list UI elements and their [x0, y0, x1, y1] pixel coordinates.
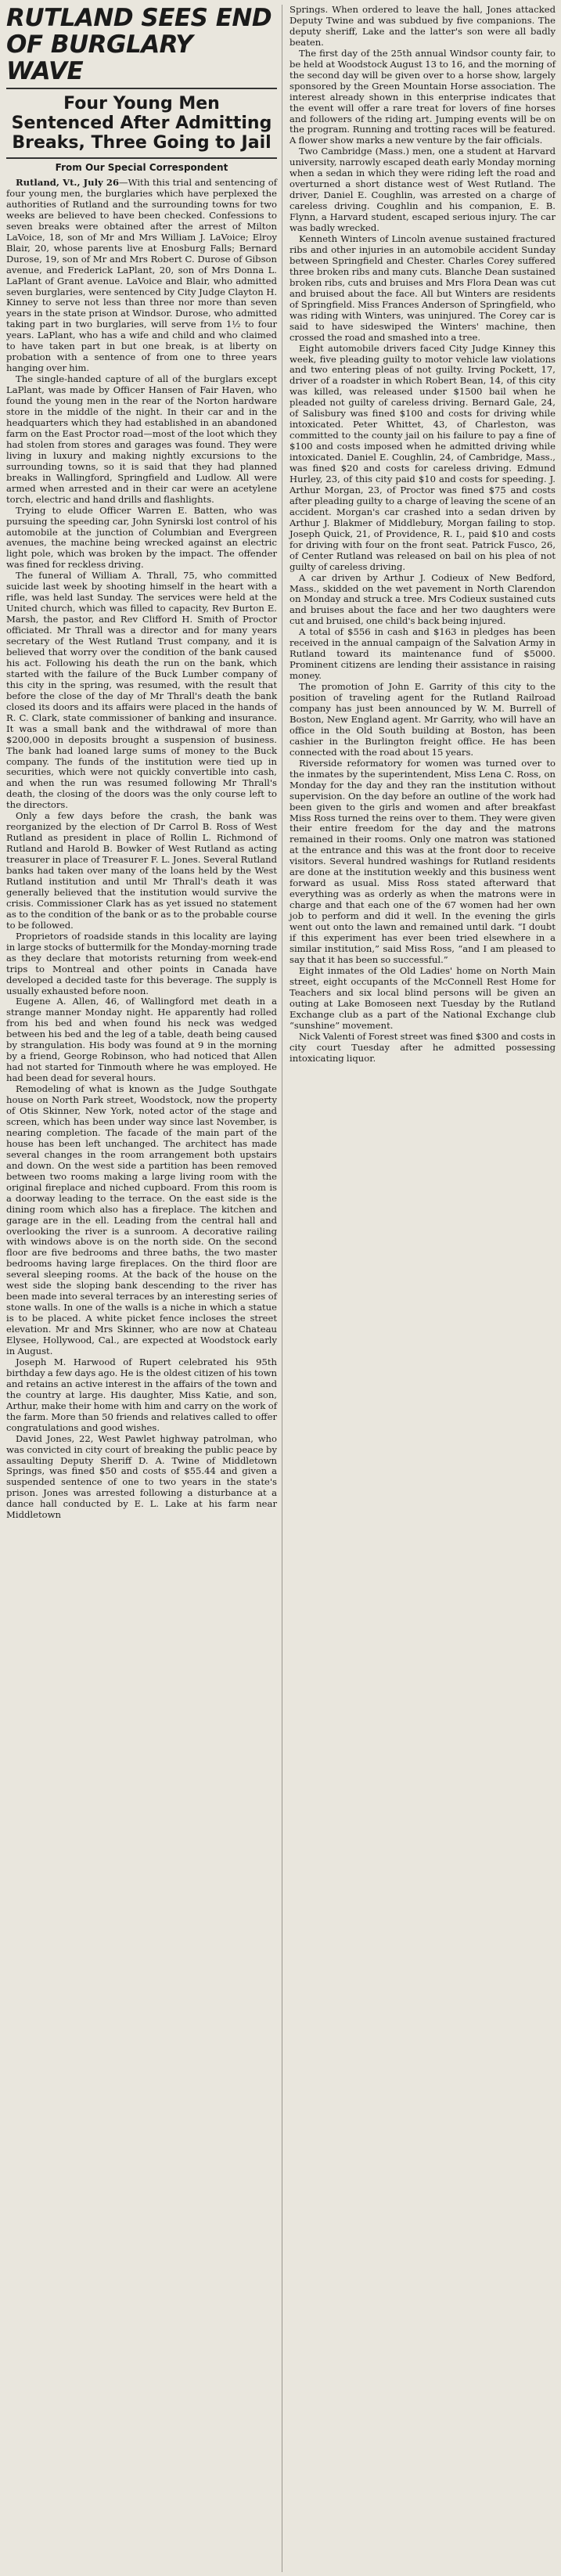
lead-text: —With this trial and sentencing of four young men, the burglaries which have perplexed the authorities of Rutland and the surrounding towns for two weeks are believed to have been checked. Confessions to seven breaks were obtained after the arrest of Milton LaVoice, 18, son of Mr and Mrs William J. LaVoice; Elroy Blair, 20, whose parents live at Enosburg Falls; Bernard Durose, 19, son of Mr and Mrs Robert C. Durose of Gibson avenue, and Frederick LaPlant, 20, son of Mrs Donna L. LaPlant of Grant avenue. LaVoice and Blair, who admitted seven burglaries, were sentenced by City Judge Clayton H. Kinney to serve not less than three nor more than seven years in the state prison at Windsor. Durose, who admitted taking part in two burglaries, will serve from 1½ to four years. LaPlant, who has a wife and child and who claimed to have taken part in but one break, is at liberty on probation with a sentence of from one to three years hanging over him.: [6, 177, 277, 374]
article-paragraph: Remodeling of what is known as the Judge Southgate house on North Park street, Woodstock, now the property of Otis Skinner, New York, noted actor of the stage and screen, which has been under way since last November, is nearing completion. The facade of the main part of the house has been left unchanged. The architect has made several changes in the room arrangement both upstairs and down. On the west side a partition has been removed between two rooms making a large living room with the original fireplace and niched cupboard. From this room is a doorway leading to the terrace. On the east side is the dining room which also has a fireplace. The kitchen and garage are in the ell. Leading from the central hall and overlooking the river is a sunroom. A decorative railing with windows above is on the north side. On the second floor are five bedrooms and three baths, the two master bedrooms having large fireplaces. On the third floor are several sleeping rooms. At the back of the house on the west side the sloping bank descending to the river has been made into several terraces by an interesting series of stone walls. In one of the walls is a niche in which a statue is to be placed. A white picket fence incloses the street elevation. Mr and Mrs Skinner, who are now at Chateau Elysee, Hollywood, Cal., are expected at Woodstock early in August.: [6, 1083, 277, 1356]
headline-rule: [6, 88, 277, 89]
article-paragraph: Eight automobile drivers faced City Judge Kinney this week, five pleading guilty to motor vehicle law violations and two entering pleas of not guilty. Irving Pockett, 17, driver of a roadster in which Robert Bean, 14, of this city was killed, was released under $1500 bail when he pleaded not guilty of careless driving. Bernard Gale, 24, of Salisbury was fined $100 and costs for driving while intoxicated. Peter Whittet, 43, of Charleston, was committed to the county jail on his failure to pay a fine of $100 and costs imposed when he admitted driving while intoxicated. Daniel E. Coughlin, 24, of Cambridge, Mass., was fined $20 and costs for careless driving. Edmund Hurley, 23, of this city paid $10 and costs for speeding. J. Arthur Morgan, 23, of Proctor was fined $75 and costs after pleading guilty to a charge of leaving the scene of an accident. Morgan's car crashed into a sedan driven by Arthur J. Blakmer of Middlebury, Morgan failing to stop. Joseph Quick, 21, of Providence, R. I., paid $10 and costs for driving with four on the front seat. Patrick Fusco, 26, of Center Rutland was released on bail on his plea of not guilty of careless driving.: [289, 342, 556, 572]
article-paragraph: Eugene A. Allen, 46, of Wallingford met death in a strange manner Monday night. He apparently had rolled from his bed and when found his neck was wedged between his bed and the leg of a table, death being caused by strangulation. His body was found at 9 in the morning by a friend, George Robinson, who had noticed that Allen had not started for Tinmouth where he was employed. He had been dead for several hours.: [6, 996, 277, 1084]
continued-paragraph: Springs. When ordered to leave the hall, Jones attacked Deputy Twine and was subdued by five companions. The deputy sheriff, Lake and the latter's son were all badly beaten.: [289, 4, 556, 48]
byline: From Our Special Correspondent: [55, 162, 228, 173]
article-paragraph: Nick Valenti of Forest street was fined $300 and costs in city court Tuesday after he admitted possessing intoxicating liquor.: [289, 1030, 556, 1064]
article-paragraph: Trying to elude Officer Warren E. Batten, who was pursuing the speeding car, John Synirski lost control of his automobile at the junction of Columbian and Evergreen avenues, the machine being wrecked against an electric light pole, which was broken by the impact. The offender was fined for reckless driving.: [6, 504, 277, 571]
dateline: Rutland, Vt., July 26: [16, 177, 120, 188]
article-paragraph: Joseph M. Harwood of Rupert celebrated his 95th birthday a few days ago. He is the oldest citizen of his town and retains an active interest in the affairs of the town and the country at large. His daughter, Miss Katie, and son, Arthur, make their home with him and carry on the work of the farm. More than 50 friends and relatives called to offer congratulations and good wishes.: [6, 1356, 277, 1433]
article-paragraph: The funeral of William A. Thrall, 75, who committed suicide last week by shooting himself in the heart with a rifle, was held last Sunday. The services were held at the United church, which was filled to capacity, Rev Burton E. Marsh, the pastor, and Rev Clifford H. Smith of Proctor officiated. Mr Thrall was a director and for many years secretary of the West Rutland Trust company, and it is believed that worry over the condition of the bank caused his act. Following his death the run on the bank, which started with the failure of the Buck Lumber company of this city in the spring, was resumed, with the result that before the close of the day of Mr Thrall's death the bank closed its doors and its affairs were placed in the hands of R. C. Clark, state commissioner of banking and insurance. It was a small bank and the withdrawal of more than $200,000 in deposits brought a suspension of business. The bank had loaned large sums of money to the Buck company. The funds of the institution were tied up in securities, which were not quickly convertible into cash, and when the run was resumed following Mr Thrall's death, the closing of the doors was the only course left to the directors.: [6, 570, 277, 811]
subheadline: Four Young Men Sentenced After Admitting Breaks, Three Going to Jail: [11, 94, 272, 153]
right-column: [289, 5, 556, 1064]
article-paragraph: The first day of the 25th annual Windsor county fair, to be held at Woodstock August 13 to 16, and the morning of the second day will be given over to a horse show, largely sponsored by the Green Mountain Horse association. The interest already shown in this enterprise indicates that the event will offer a rare treat for lovers of fine horses and followers of the riding art. Jumping events will be on the program. Running and trotting races will be featured. A flower show marks a new venture by the fair officials.: [289, 47, 556, 146]
article-paragraph: Proprietors of roadside stands in this locality are laying in large stocks of buttermilk for the Monday-morning trade as they declare that motorists returning from week-end trips to Montreal and other points in Canada have developed a decided taste for this beverage. The supply is usually exhausted before noon.: [6, 930, 277, 996]
article-paragraph: A car driven by Arthur J. Codieux of New Bedford, Mass., skidded on the wet pavement in North Clarendon on Monday and struck a tree. Mrs Codieux sustained cuts and bruises about the face and her two daughters were cut and bruised, one child's back being injured.: [289, 571, 556, 627]
article-paragraph: The single-handed capture of all of the burglars except LaPlant, was made by Officer Hansen of Fair Haven, who found the young men in the rear of the Norton hardware store in the middle of the night. In their car and in the headquarters which they had established in an abandoned farm on the East Proctor road—most of the loot which they had stolen from stores and garages was found. They were living in luxury and making nightly excursions to the surrounding towns, so it is said that they had planned breaks in Wallingford, Springfield and Ludlow. All were armed when arrested and in their car were an acetylene torch, electric and hand drills and flashlights.: [6, 373, 277, 505]
article-paragraph: Kenneth Winters of Lincoln avenue sustained fractured ribs and other injuries in an automobile accident Sunday between Springfield and Chester. Charles Corey suffered three broken ribs and many cuts. Blanche Dean sustained broken ribs, cuts and bruises and Mrs Flora Dean was cut and bruised about the face. All but Winters are residents of Springfield. Miss Frances Anderson of Springfield, who was riding with Winters, was uninjured. The Corey car is said to have sideswiped the Winters' machine, then crossed the road and smashed into a tree.: [289, 233, 556, 343]
article-paragraph: Eight inmates of the Old Ladies' home on North Main street, eight occupants of the McConnell Rest Home for Teachers and six local blind persons will be given an outing at Lake Bomoseen next Tuesday by the Rutland Exchange club as a part of the National Exchange club “sunshine” movement.: [289, 964, 556, 1031]
article-paragraph: David Jones, 22, West Pawlet highway patrolman, who was convicted in city court of breaking the public peace by assaulting Deputy Sheriff D. A. Twine of Middletown Springs, was fined $50 and costs of $55.44 and given a suspended sentence of one to two years in the state's prison. Jones was arrested following a disturbance at a dance hall conducted by E. L. Lake at his farm near Middletown: [6, 1432, 277, 1521]
article-paragraph: Riverside reformatory for women was turned over to the inmates by the superintendent, Miss Lena C. Ross, on Monday for the day and they ran the institution without supervision. On the day before an outline of the work had been given to the girls and women and after breakfast Miss Ross turned the reins over to them. They were given their entire freedom for the day and the matrons remained in their rooms. Only one matron was stationed at the entrance and this was at the front door to receive visitors. Several hundred washings for Rutland residents are done at the institution weekly and this business went forward as usual. Miss Ross stated afterward that everything was as orderly as when the matrons were in charge and that each one of the 67 women had her own job to perform and did it well. In the evening the girls went out onto the lawn and remained until dark. “I doubt if this experiment has ever been tried elsewhere in a similar institution,” said Miss Ross, “and I am pleased to say that it has been so successful.”: [289, 757, 556, 965]
article-paragraph: A total of $556 in cash and $163 in pledges has been received in the annual campaign of the Salvation Army in Rutland toward its maintenance fund of $5000. Prominent citizens are lending their assistance in raising money.: [289, 626, 556, 682]
headline: RUTLAND SEES END OF BURGLARY WAVE: [6, 4, 272, 85]
article-paragraph: The promotion of John E. Garrity of this city to the position of traveling agent for the Rutland Railroad company has just been announced by W. M. Burrell of Boston, New England agent. Mr Garrity, who will have an office in the Old South building at Boston, has been cashier in the Burlington freight office. He has been connected with the road about 15 years.: [289, 681, 556, 758]
left-column: [6, 5, 277, 1521]
lead-paragraph: [6, 178, 277, 374]
article-paragraph: Two Cambridge (Mass.) men, one a student at Harvard university, narrowly escaped death early Monday morning when a sedan in which they were riding left the road and overturned a short distance west of West Rutland. The driver, Daniel E. Coughlin, was arrested on a charge of careless driving. Coughlin and his companion, E. B. Flynn, a Harvard student, escaped serious injury. The car was badly wrecked.: [289, 146, 556, 234]
deck-rule: [6, 157, 277, 159]
article-paragraph: Only a few days before the crash, the bank was reorganized by the election of Dr Carrol B. Ross of West Rutland as president in place of Rollin L. Richmond of Rutland and Harold B. Bowker of West Rutland as acting treasurer in place of Treasurer F. L. Jones. Several Rutland banks had taken over many of the loans held by the West Rutland institution and until Mr Thrall's death it was generally believed that the institution would survive the crisis. Commissioner Clark has as yet issued no statement as to the condition of the bank or as to the probable course to be followed.: [6, 810, 277, 931]
